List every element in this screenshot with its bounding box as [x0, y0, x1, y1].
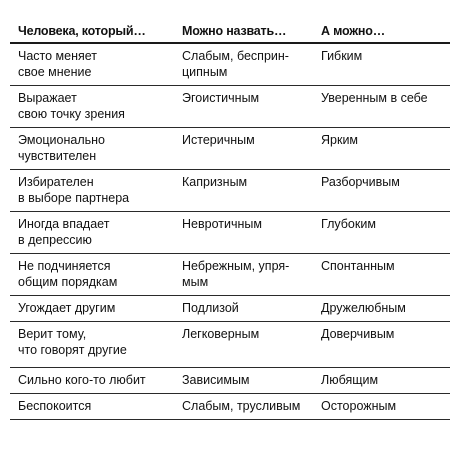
negative-cell: Подлизой — [182, 301, 239, 315]
negative-cell: Небрежным, упря- мым — [182, 259, 290, 289]
person-cell: Эмоционально чувствителен — [18, 133, 105, 163]
table-row — [10, 254, 450, 296]
table-row — [10, 296, 450, 322]
person-cell: Угождает другим — [18, 301, 116, 315]
negative-cell: Зависимым — [182, 373, 250, 387]
table-row — [10, 128, 450, 170]
negative-cell: Капризным — [182, 175, 248, 189]
table-row — [10, 212, 450, 254]
header-person: Человека, который… — [18, 24, 146, 38]
positive-cell: Дружелюбным — [321, 301, 406, 315]
negative-cell: Слабым, бесприн- ципным — [182, 49, 289, 79]
table-row — [10, 322, 450, 368]
table-row — [10, 394, 450, 420]
table-header — [10, 20, 450, 44]
negative-cell: Эгоистичным — [182, 91, 260, 105]
person-cell: Избирателен в выборе партнера — [18, 175, 130, 205]
positive-cell: Разборчивым — [321, 175, 400, 189]
person-cell: Выражает свою точку зрения — [18, 91, 125, 121]
table-row — [10, 86, 450, 128]
table-row — [10, 368, 450, 394]
positive-cell: Осторожным — [321, 399, 397, 413]
positive-cell: Глубоким — [321, 217, 376, 231]
person-cell: Не подчиняется общим порядкам — [18, 259, 118, 289]
person-cell: Сильно кого-то любит — [18, 373, 146, 387]
table-row — [10, 44, 450, 86]
negative-cell: Невротичным — [182, 217, 262, 231]
person-cell: Часто меняет свое мнение — [18, 49, 98, 79]
positive-cell: Спонтанным — [321, 259, 395, 273]
person-cell: Беспокоится — [18, 399, 92, 413]
negative-cell: Истеричным — [182, 133, 255, 147]
positive-cell: Любящим — [321, 373, 379, 387]
positive-cell: Ярким — [321, 133, 359, 147]
comparison-table — [10, 20, 450, 420]
person-cell: Иногда впадает в депрессию — [18, 217, 110, 247]
person-cell: Верит тому, что говорят другие — [18, 327, 127, 357]
positive-cell: Уверенным в себе — [321, 91, 428, 105]
table-row — [10, 170, 450, 212]
header-positive: А можно… — [321, 24, 386, 38]
negative-cell: Легковерным — [182, 327, 260, 341]
positive-cell: Гибким — [321, 49, 363, 63]
positive-cell: Доверчивым — [321, 327, 395, 341]
negative-cell: Слабым, трусливым — [182, 399, 301, 413]
header-negative: Можно назвать… — [182, 24, 287, 38]
